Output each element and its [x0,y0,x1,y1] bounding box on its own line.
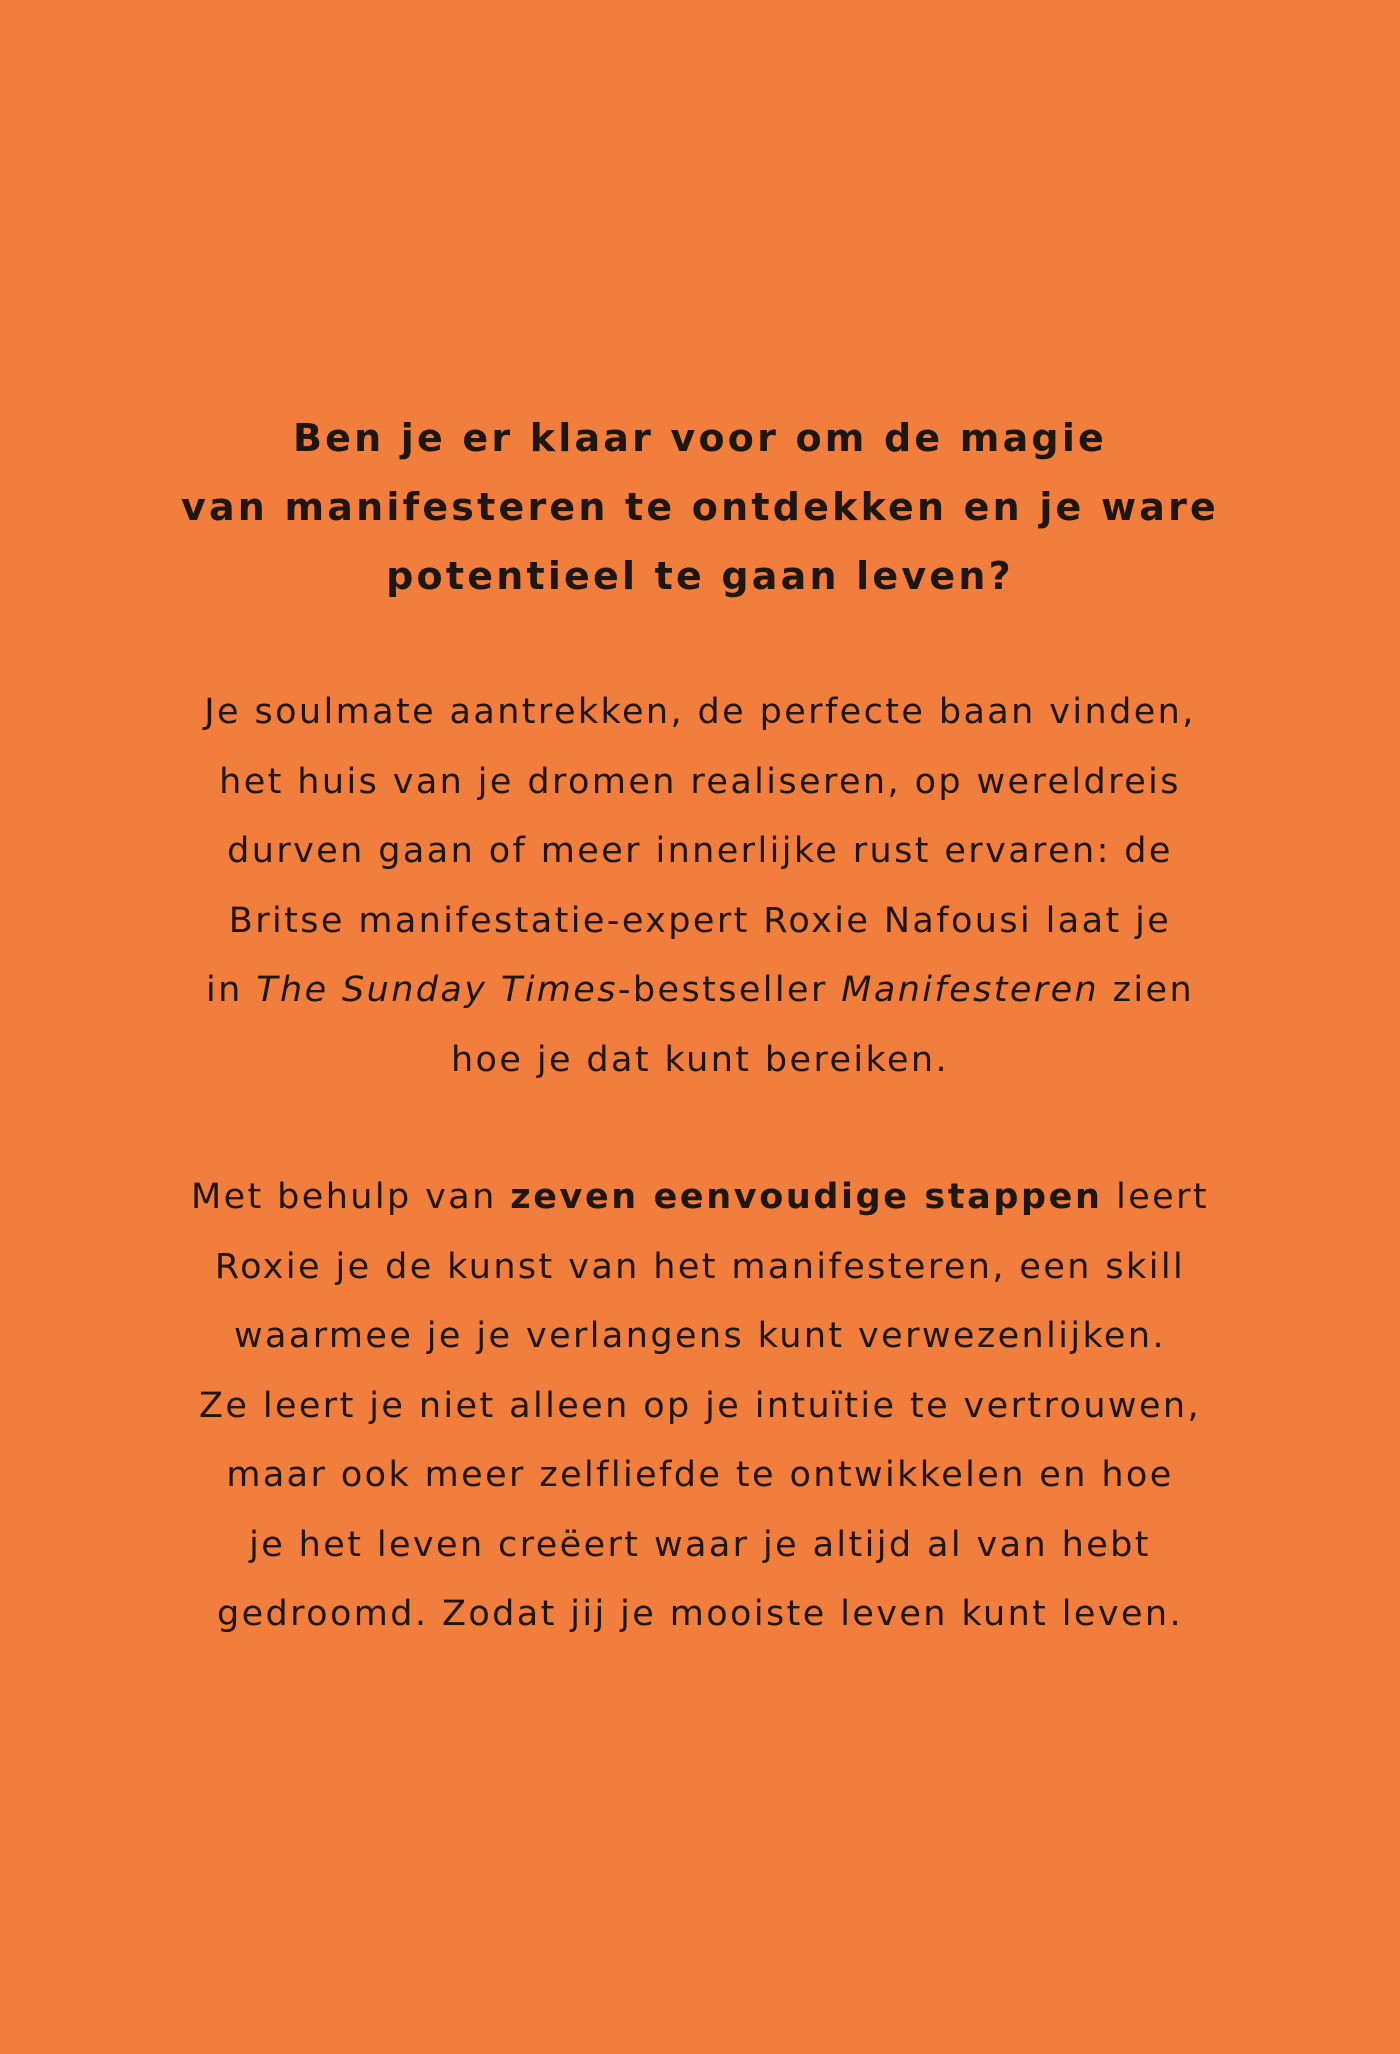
paragraph-line: je het leven creëert waar je altijd al van hebt [249,1524,1151,1565]
text-segment: Met behulp van [191,1177,511,1217]
intro-line: potentieel te gaan leven? [386,554,1014,598]
description-paragraph-2 [0,1163,1400,1650]
text-segment: leert [1102,1177,1209,1217]
intro-heading [0,404,1400,611]
intro-line: van manifesteren te ontdekken en je ware [180,485,1220,529]
paragraph-line [0,1163,1400,1233]
text-segment: -bestseller [617,970,842,1010]
emphasis-text: zeven eenvoudige stappen [510,1177,1103,1217]
intro-line: Ben je er klaar voor om de magie [292,416,1108,460]
paragraph-line: hoe je dat kunt bereiken. [450,1039,950,1080]
paragraph-line: durven gaan of meer innerlijke rust ervaren: de [227,831,1173,871]
paragraph-line: het huis van je dromen realiseren, op wereldreis [219,761,1181,802]
paragraph-line: maar ook meer zelfliefde te ontwikkelen en hoe [226,1455,1174,1495]
text-segment: in [205,970,257,1010]
book-title: Manifesteren [841,970,1100,1010]
text-segment: zien [1099,970,1195,1010]
paragraph-line [0,956,1400,1026]
paragraph-line: Britse manifestatie-expert Roxie Nafousi laat je [228,900,1172,941]
newspaper-title: The Sunday Times [256,970,618,1010]
paragraph-line: gedroomd. Zodat jij je mooiste leven kunt leven. [216,1594,1184,1634]
paragraph-line: waarmee je je verlangens kunt verwezenlijken. [234,1316,1166,1356]
paragraph-line: Roxie je de kunst van het manifesteren, een skill [214,1246,1186,1287]
description-paragraph-1 [0,678,1400,1095]
paragraph-line: Je soulmate aantrekken, de perfecte baan vinden, [204,692,1196,732]
paragraph-line: Ze leert je niet alleen op je intuïtie te vertrouwen, [198,1385,1201,1426]
